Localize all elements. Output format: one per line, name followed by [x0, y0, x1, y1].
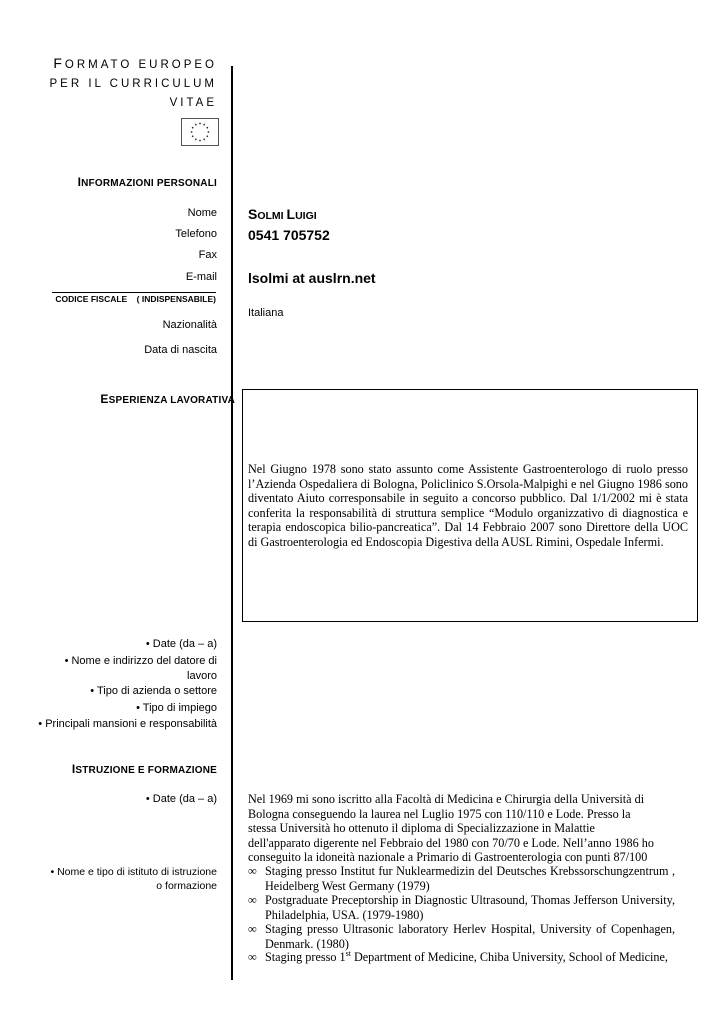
cv-title	[49, 54, 217, 113]
cv-title-line3: VITAE	[169, 97, 217, 109]
education-paragraph: Nel 1969 mi sono iscritto alla Facoltà di Medicina e Chirurgia della Università di Bologna conseguendo la laurea nel Luglio 1975 con 110/110 e Lode. Presso la stessa Università ho ottenuto il diploma di Specializzazione in Malattie dell'apparato digerente nel Febbraio del 1980 con 70/70 e Lode. Nell’anno 1986 ho conseguito la idoneità nazionale a Primario di Gastroenterologia con punti 87/100	[248, 792, 654, 865]
experience-text: Nel Giugno 1978 sono stato assunto come Assistente Gastroenterologo di ruolo presso l’Azienda Ospedaliera di Bologna, Policlinico S.Orsola-Malpighi e nel Giugno 1986 sono diventato Aiuto corresponsabile in seguito a concorso pubblico. Dal 1/1/2002 mi è stata conferita la responsabilità di struttura semplice “Modulo organizzativo di diagnostica e terapia endoscopica bilio-pancreatica”. Dal 14 Febbraio 2007 sono Direttore della UOC di Gastroenterologia ed Endoscopia Digestiva della AUSL Rimini, Ospedale Infermi.	[248, 462, 688, 549]
label-nome: Nome	[187, 207, 217, 219]
cv-title-line1: FORMATO EUROPEO	[53, 55, 217, 71]
section-personal-info: INFORMAZIONI PERSONALI	[77, 175, 217, 189]
bullet-marker: ∞	[248, 864, 257, 878]
exp-field-tipo-azienda: • Tipo di azienda o settore	[90, 685, 217, 697]
edu-field-istituto: • Nome e tipo di istituto di istruzione o formazione	[50, 866, 217, 892]
list-item	[248, 922, 675, 951]
label-fax: Fax	[198, 249, 217, 261]
value-telefono: 0541 705752	[248, 227, 330, 243]
eu-flag-icon	[181, 118, 219, 146]
label-telefono: Telefono	[175, 228, 217, 240]
exp-field-tipo-impiego: • Tipo di impiego	[136, 702, 217, 714]
value-nome: SOLMI LUIGI	[248, 206, 317, 222]
value-email: lsolmi at auslrn.net	[248, 270, 376, 286]
label-codice-fiscale: CODICE FISCALE ( INDISPENSABILE)	[52, 292, 216, 304]
bullet-marker: ∞	[248, 893, 257, 907]
column-divider	[231, 66, 233, 980]
exp-field-datore: • Nome e indirizzo del datore di lavoro	[64, 655, 217, 682]
cv-title-line2: PER IL CURRICULUM	[49, 78, 217, 90]
label-email: E-mail	[185, 271, 217, 283]
list-item	[248, 950, 675, 965]
bullet-text: Staging presso Institut fur Nuklearmedizin del Deutsches Krebssorschungzentrum , Heidelberg West Germany (1979)	[265, 864, 675, 893]
label-data-nascita: Data di nascita	[144, 344, 217, 356]
bullet-text: Staging presso Ultrasonic laboratory Herlev Hospital, University of Copenhagen, Denmark. (1980)	[265, 922, 675, 951]
label-nazionalita: Nazionalità	[162, 319, 217, 331]
list-item	[248, 864, 675, 893]
bullet-text: Staging presso 1st Department of Medicine, Chiba University, School of Medicine,	[265, 948, 668, 964]
edu-field-date: • Date (da – a)	[145, 793, 217, 805]
exp-field-mansioni: • Principali mansioni e responsabilità	[38, 718, 217, 730]
section-experience: ESPERIENZA LAVORATIVA	[100, 392, 235, 406]
list-item	[248, 893, 675, 922]
value-nazionalita: Italiana	[248, 307, 284, 319]
section-education: ISTRUZIONE E FORMAZIONE	[71, 762, 217, 776]
bullet-marker: ∞	[248, 950, 257, 964]
exp-field-date: • Date (da – a)	[145, 638, 217, 650]
bullet-marker: ∞	[248, 922, 257, 936]
bullet-text: Postgraduate Preceptorship in Diagnostic Ultrasound, Thomas Jefferson University, Philadelphia, USA. (1979-1980)	[265, 893, 675, 922]
